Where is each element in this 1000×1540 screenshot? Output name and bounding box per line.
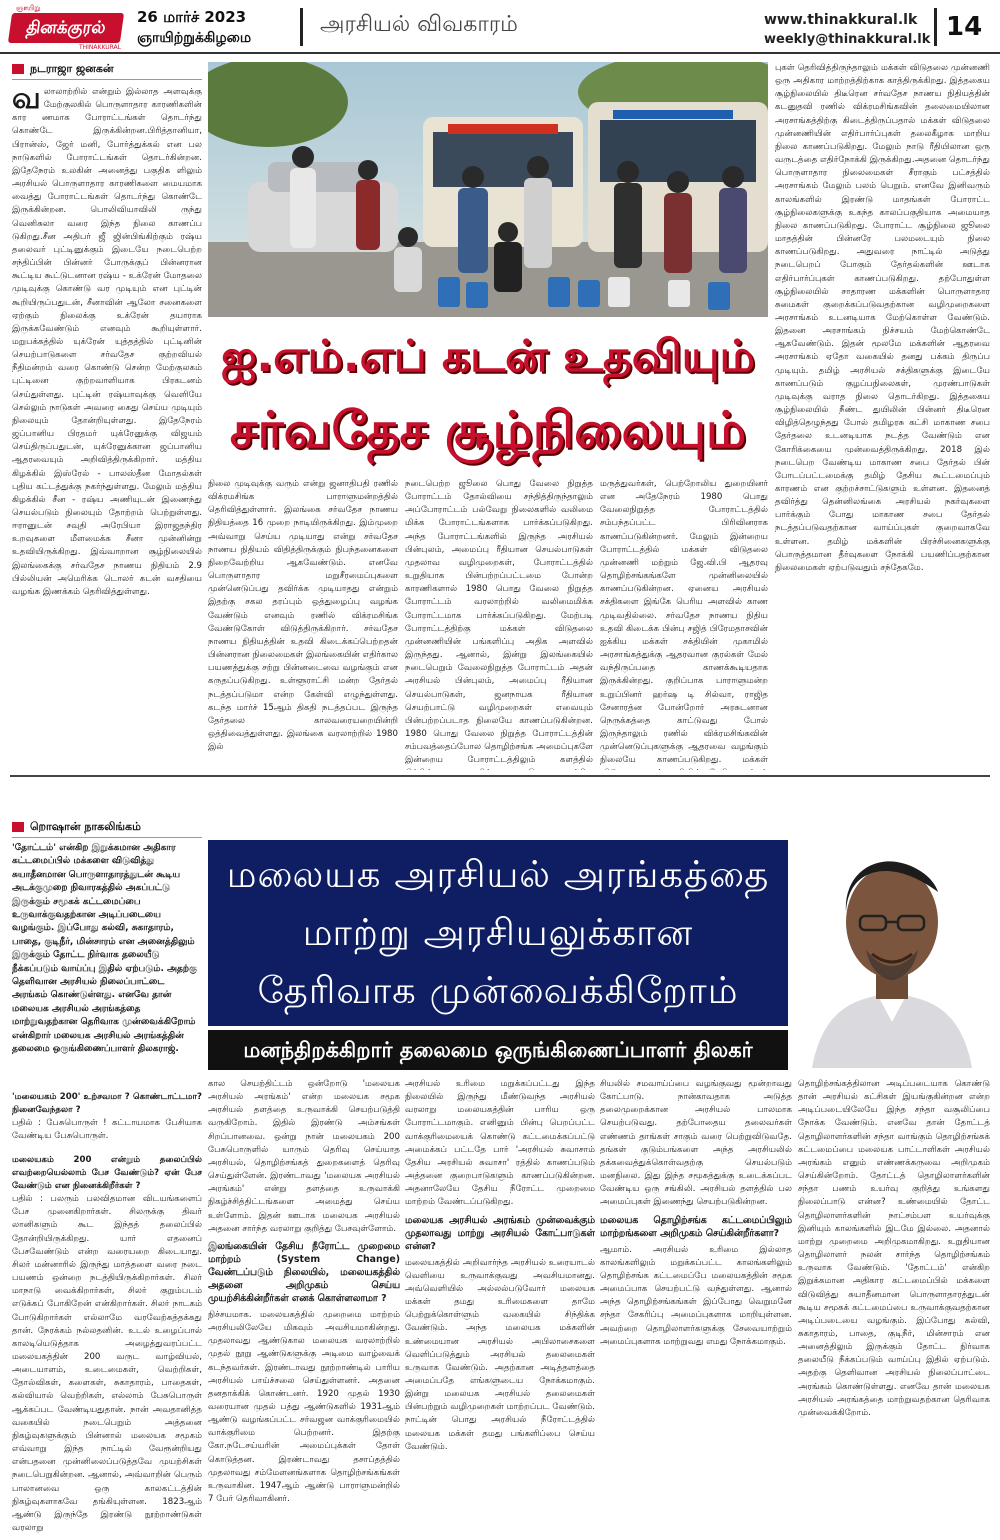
author-byline: நடராஜா ஜனகன் <box>12 62 202 80</box>
question-text: இலங்கையின் தேசிய நீரோட்ட முறைமை மாற்றம் (System Change) வேண்டப்படும் நிலையில், மலையகத்தில் அதனை அறிமுகம் செய்ய முயற்சிக்கின்றீர்கள் எனக் கொள்ளலாமா ? <box>208 1240 400 1304</box>
question-text: மலையக தொழிற்சங்க கட்டமைப்பிலும் மாற்றங்களை அறிமுகம் செய்கின்றீர்களா? <box>600 1214 792 1239</box>
article-column-1 <box>12 86 202 770</box>
article-column-4: மருத்துவர்கள், பெற்றோலிய துறையினர் என அதேநேரம் 1980 பொது வேலைநிறுத்த போராட்டத்தில் சம்பந்தப்பட்ட பிரிவினராக காணப்படுகின்றனர். மேலும் இன்றைய போராட்டத்தில் மக்கள் விடுதலை முன்னணி மற்றும் ஜே.வி.பி ஆதரவு தொழிற்சங்கங்களே முன்னிலையில் காணப்படுகின்றன. ஏனைய அரசியல் சக்திகளை இங்கே பெரிய அளவில் காண முடிவதில்லை. சர்வதேச நாணய நிதிய உதவி கிடைக்க பின்பு சஜித் பிரேமதாசவின் ஐக்கிய மக்கள் சக்தியின் முகாமில் அரசாங்கத்துக்கு ஆதரவான குரல்கள் மேல் வந்திருப்பதை காணக்கூடியதாக இருக்கின்றது. குறிப்பாக பாராளுமன்ற உறுப்பினர் ஹர்ஷ டி சில்வா, ராஜித சேனாரத்ன போன்றோர் அரசுடனான நெருக்கத்தை காட்டுவது போல் இருந்தாலும் ரணில் விக்ரமசிங்கவின் முன்னெடுப்புகளுக்கு ஆதரவை வழங்கும் நிலையே காணப்படுகிறது. மக்கள் <box>600 479 768 766</box>
email-link[interactable]: weekly@thinakkural.lk <box>764 32 931 47</box>
answer-text: ஆமாம். அரசியல் உரிமை இல்லாத காலங்களிலும் மறுக்கப்பட்ட காலங்களிலும் தொழிற்சங்க கட்டமைப்பே மலையகத்தின் சமூக அமைப்பாக செயற்பட்டு வந்துள்ளது. ஆனால் அந்த தொழிற்சங்கங்கள் இப்போது வெறுமனே சந்தா சேகரிப்பு அமைப்புகளாக மாறியுள்ளன. அவற்றை தொழிலாளர்களுக்கு சேவையாற்றும் அமைப்புகளாக மாற்றுவது எமது நோக்கமாகும். <box>600 1244 792 1347</box>
answer-text: பதில் : பலரும் பலவிதமான விடயங்களைப் பேச முனைகிறார்கள். சிலருக்கு திவர் லானிகளும் கூட இந்தத் தலைப்பில் தோன்றியிருக்கிறது. யார் எதனைப் பேசவேண்டும் என்ற வரையறை கிடையாது. சிலர் மன்னாரில் இருந்து மாத்தளை வரை நடை பயணம் ஒன்றை நடத்தியிருக்கிறார்கள். சிலர் மாநாடு வைக்கிறார்கள், சிலர் குறும்படம் எடுக்கப் போகிறேன் என்கிறார்கள். சிலர் நாடகம் போடுகிறார்கள் எல்லாமே வரவேற்கத்தக்கது தான். நேரக்கம் நல்லதனின். உடல் உழைப்பால் காலடியெடுத்தாக அழைத்துவரப்பட்ட மலையகத்தின் 200 வருட வாழ்வியல், அடையாளம், உடைமைகள், வெற்றிகள், தோல்விகள், களைகள், சுகாதாரம், பாதைகள், கல்வியால் வெற்றிகள், எல்லாம் பேசுபொருள் ஆக்கப்பட வேண்டியதுதான். நான் அவதானித்த வகையில் நடைபெறும் அத்தனை நிகழ்வுகளுக்கும் பின்னால் மலையக சமூகம் எவ்வாறு இந்த நாட்டில் வேரூன்றியது என்பதனை முன்னிலைப்படுத்தவே முயற்சிகள் நடைபெறுகின்றன. ஆனால், அவ்வாறின் பெரும் பாலானவை ஒரு காலகட்டத்தின் நிகழ்வுகளாகவே தங்கியுள்ளன. 1823ஆம் ஆண்டு இருந்தே இரண்டு நூற்றாண்டுகள் வரலாறு <box>12 1194 202 1533</box>
news-photo-fuel-queue <box>208 62 768 317</box>
headline-line-2: சர்வதேச சூழ்நிலையும் <box>229 401 747 459</box>
answer-text: அரசியல் உரிமை மறுக்கப்பட்டது இந்த நிலையில் இருந்து மீண்டுவந்த அரசியல் வரலாறு மலையகத்தின் பாரிய ஒரு போராட்டமாகும். எனினும் பின்பு பெறப்பட்ட வாக்குரிமையைக் கொண்டு கட்டமைக்கப்பட்டு அமைக்கப் பட்டதே பார் 'அரசியல் சுவாசாம் தேசிய அரசியல் சுவாசா' ரத்தில் காணப்படும் அத்தனை குறைபாடுகளும் காணப்படுகின்றன. அதனாலேயே தேசிய நீரோட்ட முறைமை மாற்றம் வேண்டப்படுகிறது. <box>405 1079 595 1208</box>
interview-column-2 <box>208 1078 400 1534</box>
interview-column-3 <box>405 1078 595 1534</box>
header-divider <box>934 8 937 46</box>
drop-cap: வ <box>12 86 41 116</box>
answer-text: மலையகத்தில் அறிவார்ந்த அரசியல் உரையாடல் வெளியை உருவாக்குவது அவசியமானது. அவ்வெளியில் அல்லல்படுவோர் மலையக மக்கள் தமது உரிமைகளை தாமே பெற்றுக்கொள்ளும் வகையில் சிந்திக்க வேண்டும். அந்த மலையக மக்களின் உண்மையான அரசியல் அபிலாசைகளை வெளிப்படுத்தும் அரசியல் தலைமைகள் உருவாக வேண்டும். அதற்கான அடித்தளத்தை அமைப்பதே எங்களுடைய நோக்கமாகும். இன்று மலையக அரசியல் தலைமைகள் பின்பற்றும் வழிமுறைகள் மாற்றப்பட வேண்டும். நாட்டின் பொது அரசியல் நீரோட்டத்தில் மலையக மக்கள் தமது பங்களிப்பை செய்ய வேண்டும். <box>405 1257 595 1452</box>
interview-column-4 <box>600 1078 792 1534</box>
photo-illustration <box>208 62 768 317</box>
interview-subhead: மனந்திறக்கிறார் தலைமை ஒருங்கிணைப்பாளர் திலகர் <box>208 1030 788 1070</box>
headline-line-3: தேரிவாக முன்வைக்கிறோம் <box>257 969 739 1012</box>
article-divider <box>10 775 990 777</box>
article-column-5: புகள் தெரிவித்திருந்தாலும் மக்கள் விடுதலை முன்னணி ஒரு அதிகார மாற்றத்திற்காக காத்திருக்கிறது. இத்தகைய சூழ்நிலையில் திடீரென சர்வதேச நாணய நிதியத்தின் கடனுதவி ரணில் விக்ரமசிங்கவின் தலைமையிலான அரசாங்கத்திற்கு கிடைத்திருப்பதால் மக்கள் விடுதலை முன்னணியின் எதிர்பார்ப்புகள் தலைகீழாக மாறிய நிலை காணப்படுகிறது. மேலும் நாடு ரீதியிலான ஒரு வருடத்தை எதிர்நோக்கி இருக்கிறது.அதனை தொடர்ந்து பொருளாதார நிலைமைகள் சீராகும் பட்சத்தில் அரசாங்கம் மேலும் பலம் பெறும். எனவே இனிவரும் காலங்களில் இரண்டு மாதங்கள் போராட்ட சூழ்நிலைகளுக்கு உகந்த காலப்பகுதியாக அமையாத நிலை காணப்படுகிறது. போராட்ட சூழ்நிலை ஜூலை மாதத்தின் பின்னரே பலமடையும் நிலை காணப்படுகிறது. அதுவரை நாட்டில் அடுத்து நடைபெறப் போகும் தேர்தல்களின் ஊடாக எதிர்பார்ப்புகள் காணப்படுகிறது. தற்போதுள்ள சூழ்நிலையில் சாதாரண மக்களின் பொருளாதார சுமைகள் குறைக்கப்படுவதற்கான வழிமுறைகளை அரசாங்கம் உடனடியாக மேற்கொள்ள வேண்டும். இதனை அரசாங்கம் நிச்சயம் மேற்கொண்டே ஆகவேண்டும். இதன் மூலமே மக்களின் ஆதரவை அரசாங்கம் ஏதோ வகையில் தனது பக்கம் திருப்ப முடியும். தமிழ் அரசியல் சக்திகளுக்கு இடையே காணப்படும் குழப்பநிலைகள், முரண்பாடுகள் முடிவுக்கு வராத நிலை தொடர்கிறது. இத்தகைய சூழ்நிலையில் நீண்ட துயிலின் பின்னர் திடீரென விழித்தெழுந்தது போல் தமிழரசு கட்சி மாகாண சபை தேர்தலை உடனடியாக நடத்த வேண்டும் என கோரிக்கையை முன்வைத்திருக்கிறது. 2018 இல் நடைபெற வேண்டிய மாகாண சபை தேர்தல் பின் போடப்பட்டமைக்கு தமிழ் தேசிய கூட்டமைப்பும் காரணம் என குற்றச்சாட்டுகளும் உள்ளன. இதனைத் தவிர்த்து தென்னிலங்கை அரசியல் நகர்வுகளை பார்க்கும் போது மாகாண சபை தேர்தல் நடத்தப்படுவதற்கான வாய்ப்புகள் குறைவாகவே உள்ளன. தமிழ் மக்களின் பிரச்சினைகளுக்கு பொருத்தமான தீர்வுகளை நோக்கி பயணிப்பதற்கான நிலைமைகள் ஏற்படுவதும் சந்தேகமே. <box>775 63 990 573</box>
section-title: அரசியல் விவகாரம் <box>320 12 518 37</box>
masthead-kicker: ஞாயிறு <box>16 4 41 12</box>
issue-day: ஞாயிற்றுக்கிழமை <box>137 30 252 46</box>
article-column-2: நிலை முடிவுக்கு வரும் என்று ஜனாதிபதி ரணில் விக்ரமசிங்க பாராளுமன்றத்தில் தெரிவித்துள்ளார். இலங்கை சர்வதேச நாணய நிதியத்தை 16 முறை நாடியிருக்கிறது. இம்முறை அவ்வாறு செய்ய முடியாது என்று சர்வதேச நாணய நிதியம் விதித்திருக்கும் நிபந்தனைகளை நிறைவேற்றிய ஆகவேண்டும். எனவே பொருளாதார மறுசீரமைப்புகளை முன்னெடுப்பது தவிர்க்க முடியாதது என்றும் இதற்கு சகல தரப்பும் ஒத்துழைப்பு வழங்க வேண்டும் எனவும் ரணில் விக்ரமசிங்க வேண்டுகோள் விடுத்திருக்கிறார். சர்வதேச நாணய நிதியத்தின் உதவி கிடைக்கப்பெற்றதன் பின்னரான நிலைமைகள் இலங்கையின் எதிர்கால பயணத்துக்கு சற்று பின்னடைவை வழங்கும் என கருதப்படுகிறது. உள்ளூராட்சி மன்ற தேர்தல் நடத்தப்படுமா என்ற கேள்வி எழுந்துள்ளது. கடந்த மார்ச் 15ஆம் திகதி நடத்தப்பட இருந்த தேர்தலை காலவரையறையின்றி ஒத்திவைத்துள்ளது. இலங்கை வரலாற்றில் 1980 இல் <box>208 479 398 753</box>
interview-column-5: தொழிற்சங்கத்திலான அடிப்படையாக கொண்டு தான் அரசியல் கட்சிகள் இயங்குகின்றன என்ற அடிப்படையிலேயே இந்த சந்தா வசூலிப்பை நோக்க வேண்டும். எனவே தான் தோட்டத் தொழிலாளர்களின் சந்தா வாங்கும் தொழிற்சங்கக் கட்டமைப்பை மலையக பாட்டாளிகள் அரசியல் அரங்கம் எனும் எண்ணக்கருவை அறிமுகம் செய்கின்றோம். தோட்டத் தொழிலாளர்களின் சந்தா பணம் உயர்வு குறித்து உங்களது நிலைப்பாடு என்ன? உண்மையில் தோட்ட தொழிலாளர்களின் நாட்சம்பள உயர்வுக்கு இனியும் காலங்களில் இடமே இல்லை. அதனால் மாற்று முறைமை அறிமுகமாகிறது. உறுதியான தொழிலாளர் நலன் சார்ந்த தொழிற்சங்கம் உருவாக வேண்டும். 'தோட்டம்' என்கிற இறுக்கமான அதிகார கட்டமைப்பில் மக்களை விடுவித்து சுயாதீனமான பொருளாதாரத்துடன் கூடிய சமூகக் கட்டமைப்பை உருவாக்குவதற்கான அடிப்படையை வழங்கும். இப்போது கல்வி, சுகாதாரம், பாதை, குடிநீர், மின்சாரம் என அனைத்திலும் இருக்கும் தோட்ட நிர்வாக தலையீடு நீக்கப்படும் வாய்ப்பு இதில் ஏற்படும். அதற்கு தெளிவான அரசியல் நிலைப்பாட்டை அரங்கம் கொண்டுள்ளது. எனவே தான் மலையக அரசியல் அரங்கத்தை மாற்றுவதற்கான தெரிவாக முன்வைக்கிறோம். <box>798 1079 990 1418</box>
page-number: 14 <box>946 12 983 42</box>
answer-text: பதில் : பேசுபொருள் ! கட்டாயமாக பேசியாக வேண்டிய பேசுபொருள். <box>12 1118 202 1142</box>
article-intro: 'தோட்டம்' என்கிற இறுக்கமான அதிகார கட்டமைப்பில் மக்களை விடுவித்து சுயாதீனமான பொருளாதாரத்துடன் கூடிய அடக்குமுறை நிவாரகத்தில் அகப்பட்டு இருக்கும் சமூகக் கட்டமைப்பை உருவாக்குவதற்கான அடிப்படையை வழங்கும். இப்போது கல்வி, சுகாதாரம், பாதை, குடிநீர், மின்சாரம் என அனைத்திலும் இருக்கும் தோட்ட நிர்வாக தலையீடு நீக்கப்படும் வாய்ப்பு இதில் ஏற்படும். அதற்கு தெளிவான அரசியல் நிலைப்பாட்டை அரங்கம் கொண்டுள்ளது. எனவே தான் மலையக அரசியல் அரங்கத்தை மாற்றுவதற்கான தெரிவாக முன்வைக்கிறோம் என்கிறார் மலையக அரசியல் அரங்கத்தின் தலைமை ஒருங்கிணைப்பாளர் திலகராஜ். <box>12 843 197 1055</box>
portrait-illustration <box>792 832 990 1068</box>
answer-text: கால செயற்திட்டம் ஒன்றோடு 'மலையக அரசியல் அரங்கம்' என்ற மலையக சமூக அரசியல் தளத்தை உருவாக்கி செயற்படுத்தி வருகிறோம். இதில் இரண்டு அம்சங்கள் சிறப்பானவை. ஒன்று நான் மலையகம் 200 பேசுபொருளில் யாரும் தெரிவு செய்யாத அரசியல், தொழிற்சங்கத் துறைகளைத் தெரிவு செய்துள்ளேன். இரண்டாவது 'மலையக அரசியல் அரங்கம்' என்று தளத்தை உருவாக்கி நிகழ்ச்சித்திட்டங்களை அமைத்து செய்ய உள்ளோம். இதன் ஊடாக மலையக அரசியல் அதனை சார்ந்த வரலாறு குறித்து பேசவுள்ளோம். <box>208 1079 400 1234</box>
masthead-title: தினக்குரல் <box>8 13 124 43</box>
interview-column-1 <box>12 1088 202 1534</box>
answer-text: நிச்சயமாக. மலையகத்தில் முறைமை மாற்றம் அரசியலிலேயே மிகவும் அவசியமாகின்றது. முதலாவது ஆண்டுகால மலையக வரலாற்றில் முதல் நூறு ஆண்டுகளுக்கு அடிமை வாழ்வைக் கடந்தவர்கள். இரண்டாவது நூற்றாண்டில் பாரிய அரசியல் பாய்ச்சலை செய்துள்ளனர். அதனை தனதாக்கிக் கொண்டனர். 1920 முதல் 1930 வரையான முதல் பத்து ஆண்டுகளில் 1931ஆம் ஆண்டு வழங்கப்பட்ட சர்வஜன வாக்குரிமையில் வாக்குரிமை பெற்றனர். இதற்கு கோ.நடேசய்யரின் அமைப்புக்கள் தோள் கொடுத்தன. இரண்டாவது தசாப்தத்தில் முதலாவது சம்மேளனங்களாக தொழிற்சங்கங்கள் உருவாகின. 1947ஆம் ஆண்டு பாராளுமன்றில் 7 பேர் தெரிவாகினர். <box>208 1309 400 1505</box>
headline-line-2: மாற்று அரசியலுக்கான <box>302 911 694 954</box>
question-text: மலையக அரசியல் அரங்கம் முன்வைக்கும் முதலாவது மாற்று அரசியல் கோட்பாடுகள் என்ன? <box>405 1214 595 1252</box>
answer-text: சியலில் சமவாய்ப்பை வழங்குவது மூன்றாவது கோட்பாடு. நான்காவதாக அடுத்த தலைமுறைக்கான அரசியல் பாலமாக செயற்படுவது. தற்போதைய தலைவர்கள் எண்ணம் தாங்கள் சாகும் வரை பெற்றுவிடுவதே. தங்கள் குடும்பங்களை அந்த அரசியலில் தக்கவைத்துக்கொள்வதற்கு செயல்படும் மனநிலை. இது இந்த சமூகத்துக்கு உடைக்கப்பட வேண்டிய ஒரு சங்கிலி. அரசியல் தளத்தில் பல அமைப்புகள் இணைந்து செயற்படுகின்றன. <box>600 1079 792 1208</box>
headline-line-1: மலையக அரசியல் அரங்கத்தை <box>226 853 770 896</box>
issue-date: 26 மார்ச் 2023 <box>137 8 247 26</box>
question-text: 'மலையகம் 200' உற்சவமா ? கொண்டாட்டமா? நினைவேந்தலா ? <box>12 1092 202 1116</box>
interview-headline <box>208 840 788 1026</box>
top-article-headline <box>208 322 768 472</box>
headline-line-1: ஐ.எம்.எப் கடன் உதவியும் <box>221 331 755 382</box>
interviewee-portrait <box>792 832 990 1068</box>
header-divider <box>300 8 303 46</box>
article-text: லாலாற்றில் என்றும் இல்லாத அளவுக்கு மேற்குலகில் பொருளாதார காரணிகளின் கார ணமாக போராட்டங்கள் தொடர்ந்து கொண்டே இருக்கின்றன.பிரித்தானியா, பிரான்ஸ், ஜேர் மனி, போர்த்துக்கல் என பல நாடுகளில் போராட்டங்கள் தொடர்கின்றன. இதேநேரம் உலகின் அனைத்து பகுதிக ளிலும் அரசியல் பொருளாதார காரணிகளை மையமாக வைத்து போராட்டங்கள் தொடர்ந்து கொண்டே இருக்கின்றன. பொலிவியாவிலி ருந்து வெனிசுலா வரை இந்த நிலை காணப்ப டுகிறது.சீன அதிபர் ஜீ ஜின்பிங்கிற்கும் ரஷ்ய தலைவர் புட்டினுக்கும் இடையே நடைபெற்ற சந்திப்பின் பின்னர் போருக்குப் பின்னரான கூட்டிய கூட்டுடனான ரஷ்ய - உக்ரேன் மோதலை முடிவுக்கு கொண்டு வர முடியும் என புட்டின் கூறியிருப்பதுடன், சீனாவின் ஆலோ சனைகளை ஏற்கும் நிலைக்கு உக்ரேன் தயாராக இருக்கவேண்டும் எனவும் கூறியுள்ளார். மறுபக்கத்தில் யுக்ரேன் யுத்தத்தில் புட்டினின் செயற்பாடுகளை சர்வதேச குற்றவியல் நீதிமன்றம் வரை கொண்டு சென்ற மேற்குலகம் புட்டினை குற்றவாளியாக பிரகடனம் செய்துள்ளது. புட்டின் ரஷ்யாவுக்கு வெளியே செல்லும் நாடுகள் அவரை கைது செய்ய முடியும் நிலையும் தோன்றியுள்ளது. இதேநேரம் ஜப்பானிய பிரதமர் யுக்ரேனுக்கு விஜயம் செய்திருப்பதுடன், யுக்ரேனுக்கான ஜப்பானிய ஆதரவையும் அறிவித்திருக்கிறார். மத்திய கிழக்கில் இஸ்ரேல் - பாலஸ்தீன மோதல்கள் புதிய கட்டத்துக்கு நகர்ந்துள்ளது. மேலும் மத்திய கிழக்கில் சீன - ரஷ்ய அணியுடன் இணைந்து செயல்படும் நிலையும் தோற்றம் பெற்றுள்ளது. ஈரானுடன் சவுதி அரேபியா இராஜதந்திர உறவுகளை மீளமைக்க சீனா முன்னின்று உதவியிருக்கிறது. இவ்வாறான சூழ்நிலையில் இலங்கைக்கு சர்வதேச நாணய நிதியம் 2.9 பில்லியன் அமெரிக்க டொலர் கடன் வசதியை வழங்க இணக்கம் தெரிவித்துள்ளது. <box>12 87 202 597</box>
website-link[interactable]: www.thinakkural.lk <box>764 12 918 28</box>
page-header <box>0 0 1000 54</box>
question-text: மலையகம் 200 என்றும் தலைப்பில் எவற்றையெல்லாம் பேச வேண்டும்? ஏன் பேச வேண்டும் என நினைக்கிறீர்கள் ? <box>12 1154 202 1191</box>
author-byline: றொஷான் நாகலிங்கம் <box>12 820 202 838</box>
masthead-tag: THINAKKURAL <box>78 44 121 51</box>
article-column-3: நடைபெற்ற ஜூலை பொது வேலை நிறுத்த போராட்டம் தோல்வியை சந்தித்திருந்தாலும் அப்போராட்டம் பல்வேறு நிலைகளில் வலிமை மிக்க போராட்டங்களாக பார்க்கப்படுகிறது. அந்த போராட்டங்களில் இருந்த அரசியல் பின்புலம், அமைப்பு ரீதியான செயல்பாடுகள் முதலாவ வழிமுறைகள், போராட்டத்தில் உறுதியாக பின்பற்றப்பட்டமை போன்ற காரணிகளால் 1980 பொது வேலை நிறுத்த போராட்டம் வரலாற்றில் வலிமைமிக்க போராட்டமாக பார்க்கப்படுகிறது. மேற்படி போராட்டத்திற்கு மக்கள் விடுதலை முன்னணியின் பங்களிப்பு அதிக அளவில் இருந்தது. ஆனால், இன்று இலங்கையில் நடைபெறும் வேலைநிறுத்த போராட்டம் அதன் அரசியல் பின்புலம், அமைப்பு ரீதியான செயல்பாடுகள், ஜனநாயக ரீதியான செயற்பாட்டு வழிமுறைகள் எவையும் பின்பற்றப்படாத நிலையே காணப்படுகின்றன. 1980 பொது வேலை நிறுத்த போராட்டத்தின் சம்பவத்தைப்போல தொழிற்சங்க அமைப்புகளே இன்றைய போராட்டத்திலும் களத்தில் <box>405 479 593 766</box>
masthead-logo[interactable] <box>10 4 125 51</box>
